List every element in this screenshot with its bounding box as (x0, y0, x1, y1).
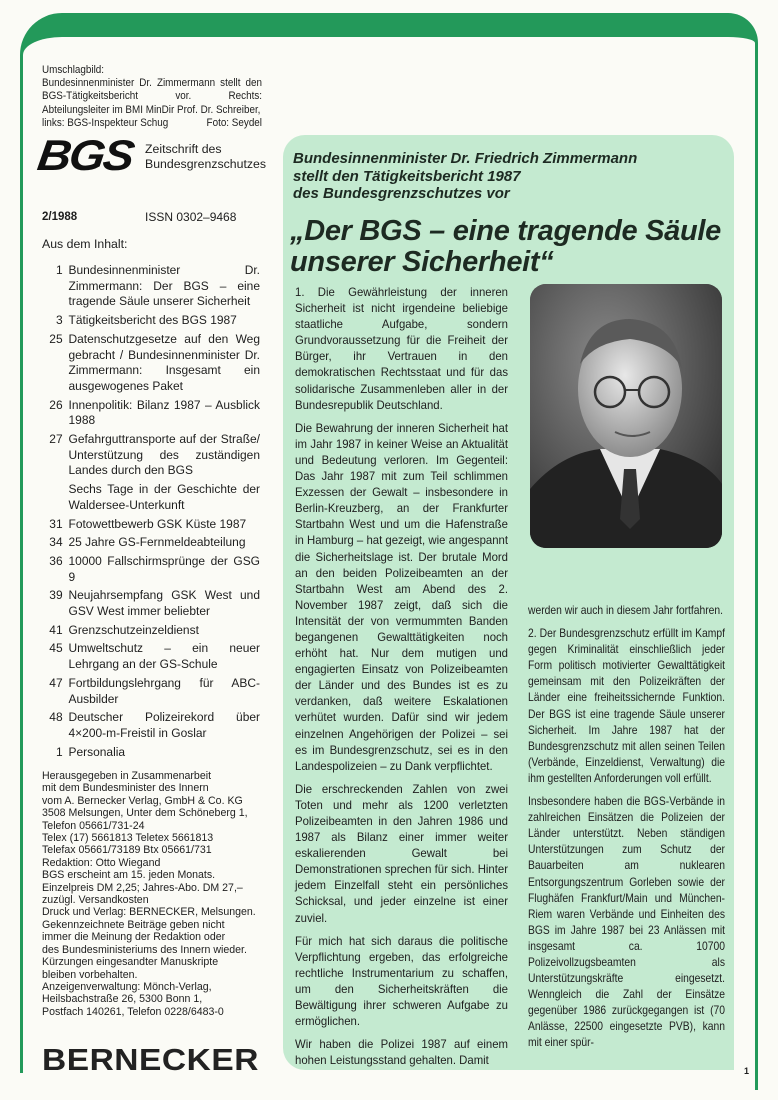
article-column-2 (528, 602, 725, 1058)
imprint-line: vom A. Bernecker Verlag, GmbH & Co. KG (42, 794, 243, 807)
toc-item (42, 517, 260, 533)
imprint-line: BGS erscheint am 15. jeden Monats. (42, 869, 216, 882)
subtitle-line: Bundesgrenzschutzes (145, 156, 266, 171)
toc-page-number: 1 (55, 263, 63, 277)
toc-item (42, 313, 260, 329)
article-paragraph: werden wir auch in diesem Jahr fortfahren. (528, 603, 724, 617)
toc-title: 10000 Fallschirmsprünge der GSG 9 (68, 553, 260, 584)
imprint-line: Heilsbachstraße 26, 5300 Bonn 1, (42, 993, 203, 1006)
imprint-line: immer die Meinung der Redaktion oder (42, 931, 226, 944)
toc-page-number: 39 (49, 588, 63, 603)
toc-title: Fotowettbewerb GSK Küste 1987 (68, 516, 247, 531)
toc-page-number: 27 (49, 432, 63, 447)
toc-page-number: 45 (49, 641, 63, 656)
toc-title: Innenpolitik: Bilanz 1987 – Ausblick 1988 (68, 397, 260, 428)
toc-page-number: 36 (49, 553, 63, 568)
caption-line: Umschlagbild: (42, 64, 105, 76)
toc-page-number: 3 (55, 313, 63, 328)
page-frame-right (755, 60, 758, 1090)
toc-title: Deutscher Polizeirekord über 4×200-m-Freistil in Goslar (68, 710, 260, 740)
toc-page-number: 1 (55, 744, 63, 759)
toc-item (42, 432, 260, 479)
toc-item (42, 535, 260, 551)
portrait-image (530, 284, 722, 548)
toc-title: Tätigkeitsbericht des BGS 1987 (68, 313, 237, 328)
page-frame-left (20, 60, 23, 1073)
issn: ISSN 0302–9468 (145, 210, 237, 224)
kicker-line: Bundesinnenminister Dr. Friedrich Zimmermann (293, 150, 638, 167)
toc-page-number: 48 (49, 710, 63, 725)
article-paragraph: 2. Der Bundesgrenzschutz erfüllt im Kampf gegen Kriminalität einschließlich jeder Form politisch motivierter Gewalttätigkeit gemeinsam mit den Polizeikräften der Länder eine freiheitssichernde Funktion. Der BGS ist eine tragende Säule unserer Sicherheit. Im Jahre 1987 hat der Bundesgrenzschutz mit allen seinen Teilen (Verbände, Einzeldienst, Verwaltung) die ihm gestellten Anforderungen voll erfüllt. (528, 626, 725, 785)
caption-credit-left: links: BGS-Inspekteur Schug (42, 116, 169, 129)
kicker-line: des Bundesgrenzschutzes vor (293, 185, 510, 202)
article-paragraph: Die Bewahrung der inneren Sicherheit hat im Jahr 1987 in keiner Weise an Aktualität und Bedeutung verloren. Im Gegenteil: Das Jahr 1987 mit zum Teil schlimmen Exzessen der Gewalt – insbesondere in Berlin-Kreuzberg, an der Frankfurter Startbahn West und um die Hafenstraße in Hamburg – hat gezeigt, wie angespannt die Sicherheitslage ist. Der brutale Mord an den beiden Polizeibeamten an der Startbahn West am Abend des 2. November 1987 zeigt, daß sich die Intensität der von vermummten Banden begangenen Gewalttätigkeiten noch erhöht hat. Nur dem mutigen und engagierten Einsatz von Polizeibeamten der Länder und des Bundes ist es zu verdanken, daß weitere Eskalationen verhütet wurden. Dafür sind wir jedem einzelnen Angehörigen der Polizei – sei es im Bundesgrenzschutz, sei es in den Landespolizeien – zu Dank verpflichtet. (295, 420, 508, 773)
imprint-line: Gekennzeichnete Beiträge geben nicht (42, 918, 225, 931)
toc-title: Neujahrsempfang GSK West und GSV West immer beliebter (68, 588, 260, 619)
article-paragraph: Wir haben die Polizei 1987 auf einem hohen Leistungsstand gehalten. Damit (295, 1037, 508, 1068)
imprint-line: Telefon 05661/731-24 (42, 819, 145, 832)
toc-page-number: 34 (49, 535, 63, 550)
toc-title: Fortbildungslehrgang für ABC-Ausbilder (68, 675, 260, 706)
toc-item (42, 641, 260, 672)
article-headline: „Der BGS – eine tragende Säule unserer Sicherheit“ (290, 215, 721, 278)
imprint-line: Anzeigenverwaltung: Mönch-Verlag, (42, 980, 212, 993)
toc-title: 25 Jahre GS-Fernmeldeabteilung (68, 535, 246, 550)
subtitle-line: Zeitschrift des (145, 142, 222, 156)
issue-number: 2/1988 (42, 211, 78, 223)
article-paragraph: Für mich hat sich daraus die politische Verpflichtung ergeben, das erfolgreiche rechtliche Instrumentarium zu schaffen, um den Sicherheitskräften die Bewältigung ihrer schweren Aufgabe zu ermöglichen. (295, 933, 508, 1029)
toc-heading: Aus dem Inhalt: (42, 237, 128, 251)
toc-title: Personalia (68, 744, 126, 759)
imprint-line: bleiben vorbehalten. (42, 968, 138, 981)
article-kicker (293, 150, 637, 203)
toc-item (42, 263, 260, 310)
article-paragraph: 1. Die Gewährleistung der inneren Sicherheit ist nicht irgendeine beliebige staatliche Aufgabe, sondern Grundvoraussetzung für die Freiheit der Bürger, ihr Vertrauen in den demokratischen Rechtsstaat und für das solidarische Zusammenleben aller in der Bundesrepublik Deutschland. (295, 285, 508, 412)
caption-line: Bundesinnenminister Dr. Zimmermann stellt den BGS-Tätigkeitsbericht vor. Rechts: Abteilungsleiter im BMI MinDir Prof. Dr. Schreiber, (42, 77, 262, 116)
toc-item (42, 623, 260, 639)
imprint-line: 3508 Melsungen, Unter dem Schöneberg 1, (42, 807, 248, 820)
table-of-contents (42, 263, 260, 763)
toc-page-number: 26 (49, 397, 63, 412)
toc-page-number: 31 (49, 516, 63, 531)
toc-title: Sechs Tage in der Geschichte der Waldersee-Unterkunft (68, 482, 260, 512)
imprint-line: des Bundesministeriums des Innern wieder. (42, 943, 247, 956)
bgs-logo: BGS (34, 132, 136, 180)
photo-credit: Foto: Seydel (206, 116, 262, 129)
imprint-line: Telefax 05661/73189 Btx 05661/731 (42, 844, 212, 857)
article-paragraph: Insbesondere haben die BGS-Verbände in zahlreichen Einsätzen die Polizeien der Länder unterstützt. Neben ständigen Unterstützungen zum Schutz der Bauarbeiten am nuklearen Entsorgungszentrum Gorleben sowie der Flughäfen Frankfurt/Main und München-Riem waren Verbände und Einheiten des BGS im Jahre 1987 bei 23 Anlässen mit insgesamt ca. 10700 Polizeivollzugsbeamten als Unterstützungskräfte eingesetzt. Wenngleich die Zahl der Einsätze gegenüber 1986 zurückgegangen ist (70 Anlässe, 22500 eingesetzte PVB), kann mit einer spür- (528, 794, 725, 1050)
imprint-line: Herausgegeben in Zusammenarbeit (42, 770, 212, 782)
imprint-line: mit dem Bundesminister des Innern (42, 782, 209, 795)
toc-item (42, 554, 260, 585)
toc-page-number (42, 482, 69, 513)
toc-title: Grenzschutzeinzeldienst (68, 622, 199, 637)
toc-item (42, 676, 260, 707)
toc-title: Bundesinnenminister Dr. Zimmermann: Der BGS – eine tragende Säule unserer Sicherheit (68, 263, 260, 309)
toc-item (42, 398, 260, 429)
toc-page-number: 25 (49, 331, 63, 346)
publisher-logo: BERNECKER (42, 1042, 259, 1077)
portrait-photo (530, 284, 722, 548)
imprint-line: Kürzungen eingesandter Manuskripte (42, 956, 219, 969)
toc-item (42, 710, 260, 741)
toc-item (42, 588, 260, 619)
page-number: 1 (744, 1066, 750, 1076)
kicker-line: stellt den Tätigkeitsbericht 1987 (293, 167, 521, 185)
article-column-1 (295, 284, 508, 1075)
article-paragraph: Die erschreckenden Zahlen von zwei Toten und mehr als 1200 verletzten Polizeibeamten in den Jahren 1986 und 1987 als Bilanz einer immer weiter eskalierenden Gewalt bei Demonstrationen sprechen für sich. Hinter jedem Einzelfall steht ein persönliches Schicksal, und jeder einzelne ist einer zuviel. (295, 781, 508, 925)
imprint-line: Redaktion: Otto Wiegand (42, 856, 161, 869)
imprint-line: Postfach 140261, Telefon 0228/6483-0 (42, 1005, 224, 1018)
toc-title: Datenschutzgesetze auf den Weg gebracht / Bundesinnenminister Dr. Zimmermann: Insgesamt ein ausgewogenes Paket (68, 331, 260, 393)
toc-item (42, 745, 260, 761)
imprint-line: Einzelpreis DM 2,25; Jahres-Abo. DM 27,– (42, 881, 243, 894)
toc-item (42, 482, 260, 513)
imprint-line: Druck und Verlag: BERNECKER, Melsungen. (42, 906, 256, 919)
toc-title: Gefahrguttransporte auf der Straße/ Unterstützung des zuständigen Landes durch den BGS (68, 432, 260, 478)
imprint-line: Telex (17) 5661813 Teletex 5661813 (42, 832, 214, 845)
imprint (42, 770, 277, 1018)
toc-title: Umweltschutz – ein neuer Lehrgang an der GS-Schule (68, 641, 260, 672)
toc-item (42, 332, 260, 395)
masthead-subtitle (145, 142, 266, 171)
imprint-line: zuzügl. Versandkosten (42, 894, 149, 907)
toc-page-number: 41 (49, 622, 63, 637)
cover-caption (42, 64, 262, 130)
toc-page-number: 47 (49, 675, 63, 690)
